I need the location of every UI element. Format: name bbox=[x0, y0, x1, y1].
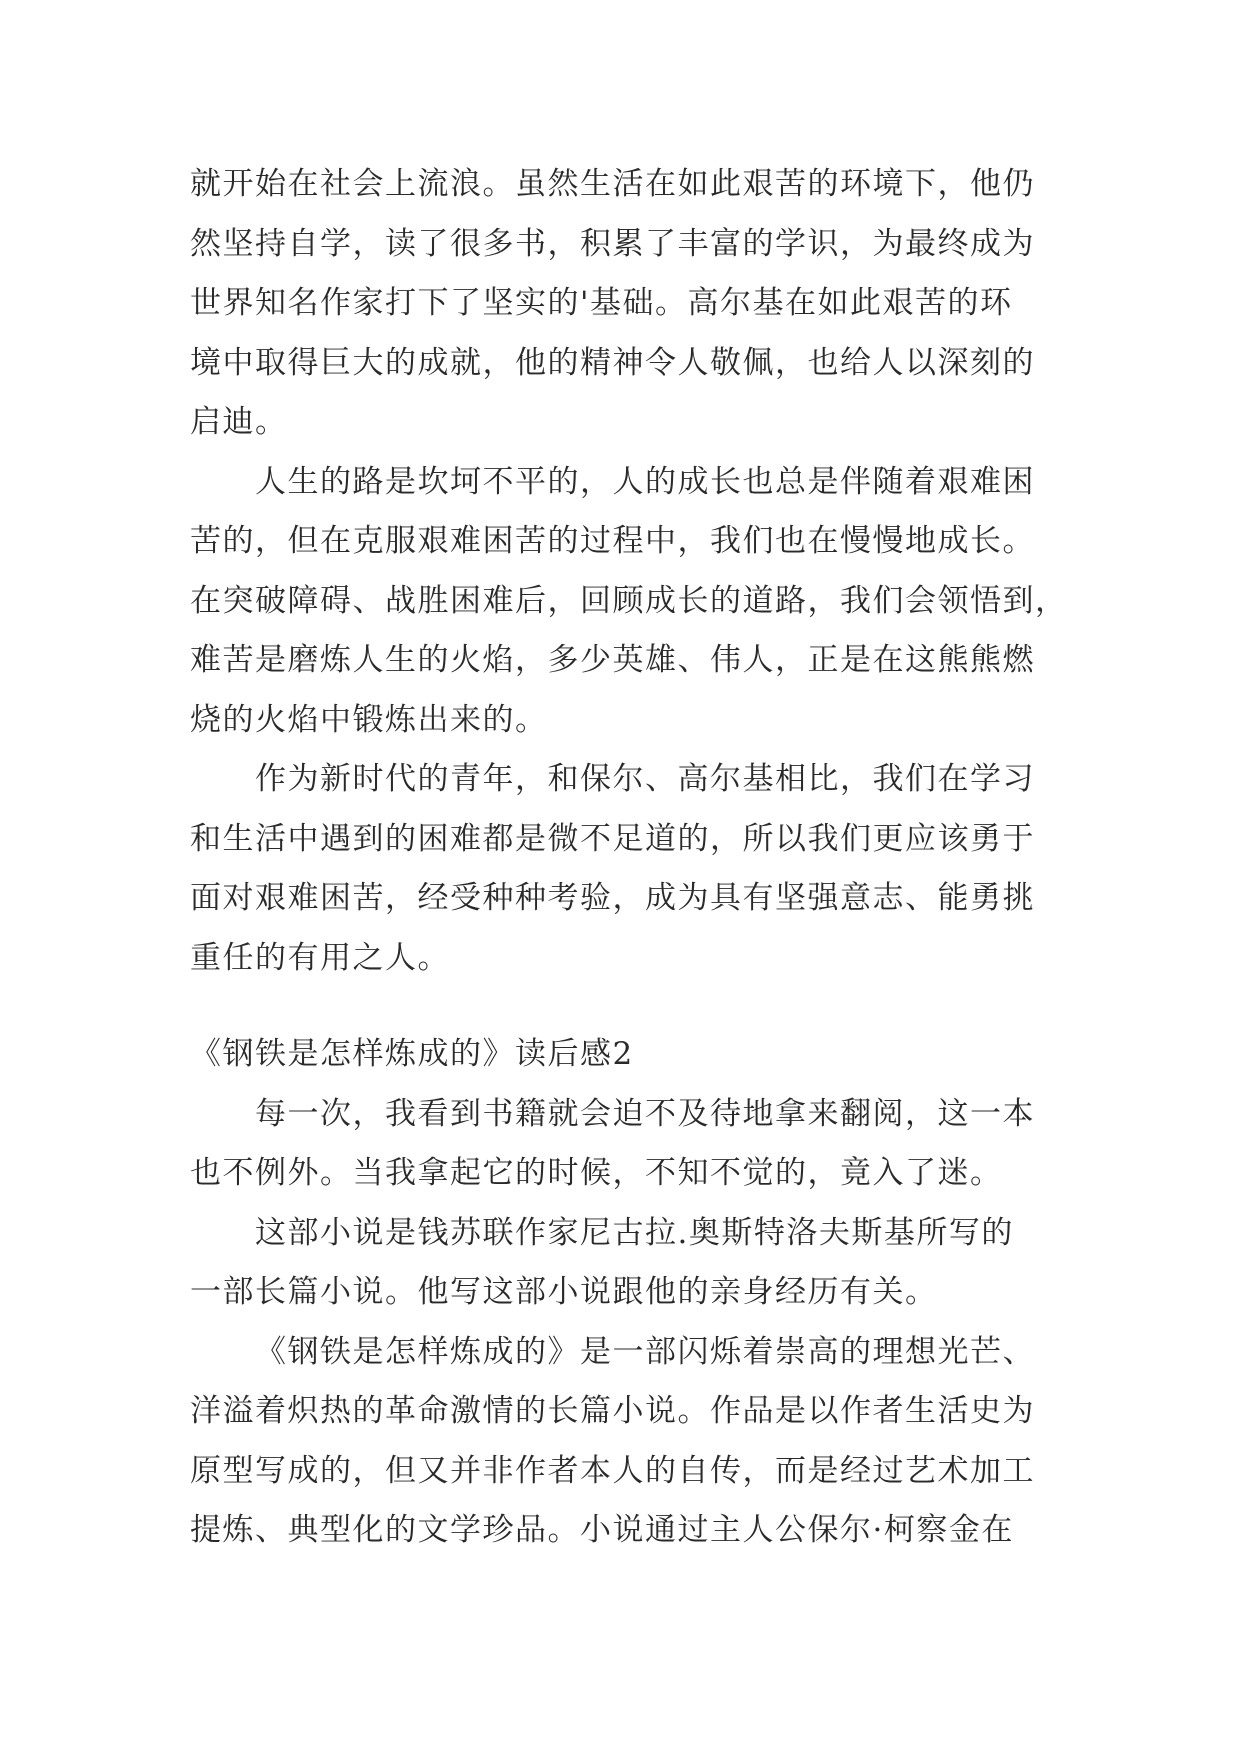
text-line: 境中取得巨大的成就，他的精神令人敬佩，也给人以深刻的 bbox=[190, 344, 1035, 381]
text-line: 这部小说是钱苏联作家尼古拉.奥斯特洛夫斯基所写的 bbox=[255, 1214, 1014, 1251]
essay-section-2 bbox=[190, 1025, 1050, 1561]
text-line: 和生活中遇到的困难都是微不足道的，所以我们更应该勇于 bbox=[190, 820, 1035, 857]
text-line: 《钢铁是怎样炼成的》是一部闪烁着崇高的理想光芒、 bbox=[255, 1333, 1035, 1370]
text-line: 也不例外。当我拿起它的时候，不知不觉的，竟入了迷。 bbox=[190, 1155, 1003, 1191]
text-line: 提炼、典型化的文学珍品。小说通过主人公保尔·柯察金在 bbox=[190, 1512, 1014, 1548]
paragraph-1 bbox=[190, 155, 1050, 453]
text-line: 苦的，但在克服艰难困苦的过程中，我们也在慢慢地成长。 bbox=[190, 523, 1035, 559]
text-line: 就开始在社会上流浪。虽然生活在如此艰苦的环境下，他仍 bbox=[190, 166, 1035, 202]
text-line: 世界知名作家打下了坚实的'基础。高尔基在如此艰苦的环 bbox=[190, 285, 1013, 321]
paragraph-2 bbox=[190, 453, 1068, 751]
text-line: 人生的路是坎坷不平的，人的成长也总是伴随着艰难困 bbox=[255, 463, 1035, 500]
text-line: 重任的有用之人。 bbox=[190, 939, 450, 976]
text-line: 洋溢着炽热的革命激情的长篇小说。作品是以作者生活史为 bbox=[190, 1393, 1035, 1429]
essay-section-1 bbox=[190, 155, 1068, 988]
text-line: 作为新时代的青年，和保尔、高尔基相比，我们在学习 bbox=[255, 761, 1035, 797]
text-line: 然坚持自学，读了很多书，积累了丰富的学识，为最终成为 bbox=[190, 225, 1035, 262]
paragraph-1 bbox=[190, 1085, 1050, 1204]
text-line: 原型写成的，但又并非作者本人的自传，而是经过艺术加工 bbox=[190, 1452, 1035, 1489]
text-line: 启迪。 bbox=[190, 404, 288, 440]
paragraph-3 bbox=[190, 1323, 1050, 1561]
section-heading: 《钢铁是怎样炼成的》读后感2 bbox=[190, 1036, 634, 1072]
text-line: 每一次，我看到书籍就会迫不及待地拿来翻阅，这一本 bbox=[255, 1095, 1035, 1132]
paragraph-2 bbox=[190, 1204, 1050, 1323]
text-line: 一部长篇小说。他写这部小说跟他的亲身经历有关。 bbox=[190, 1274, 938, 1310]
text-line: 难苦是磨炼人生的火焰，多少英雄、伟人，正是在这熊熊燃 bbox=[190, 642, 1035, 678]
text-line: 在突破障碍、战胜困难后，回顾成长的道路，我们会领悟到， bbox=[190, 582, 1068, 619]
text-line: 烧的火焰中锻炼出来的。 bbox=[190, 701, 548, 738]
paragraph-3 bbox=[190, 750, 1050, 988]
text-line: 面对艰难困苦，经受种种考验，成为具有坚强意志、能勇挑 bbox=[190, 880, 1035, 916]
